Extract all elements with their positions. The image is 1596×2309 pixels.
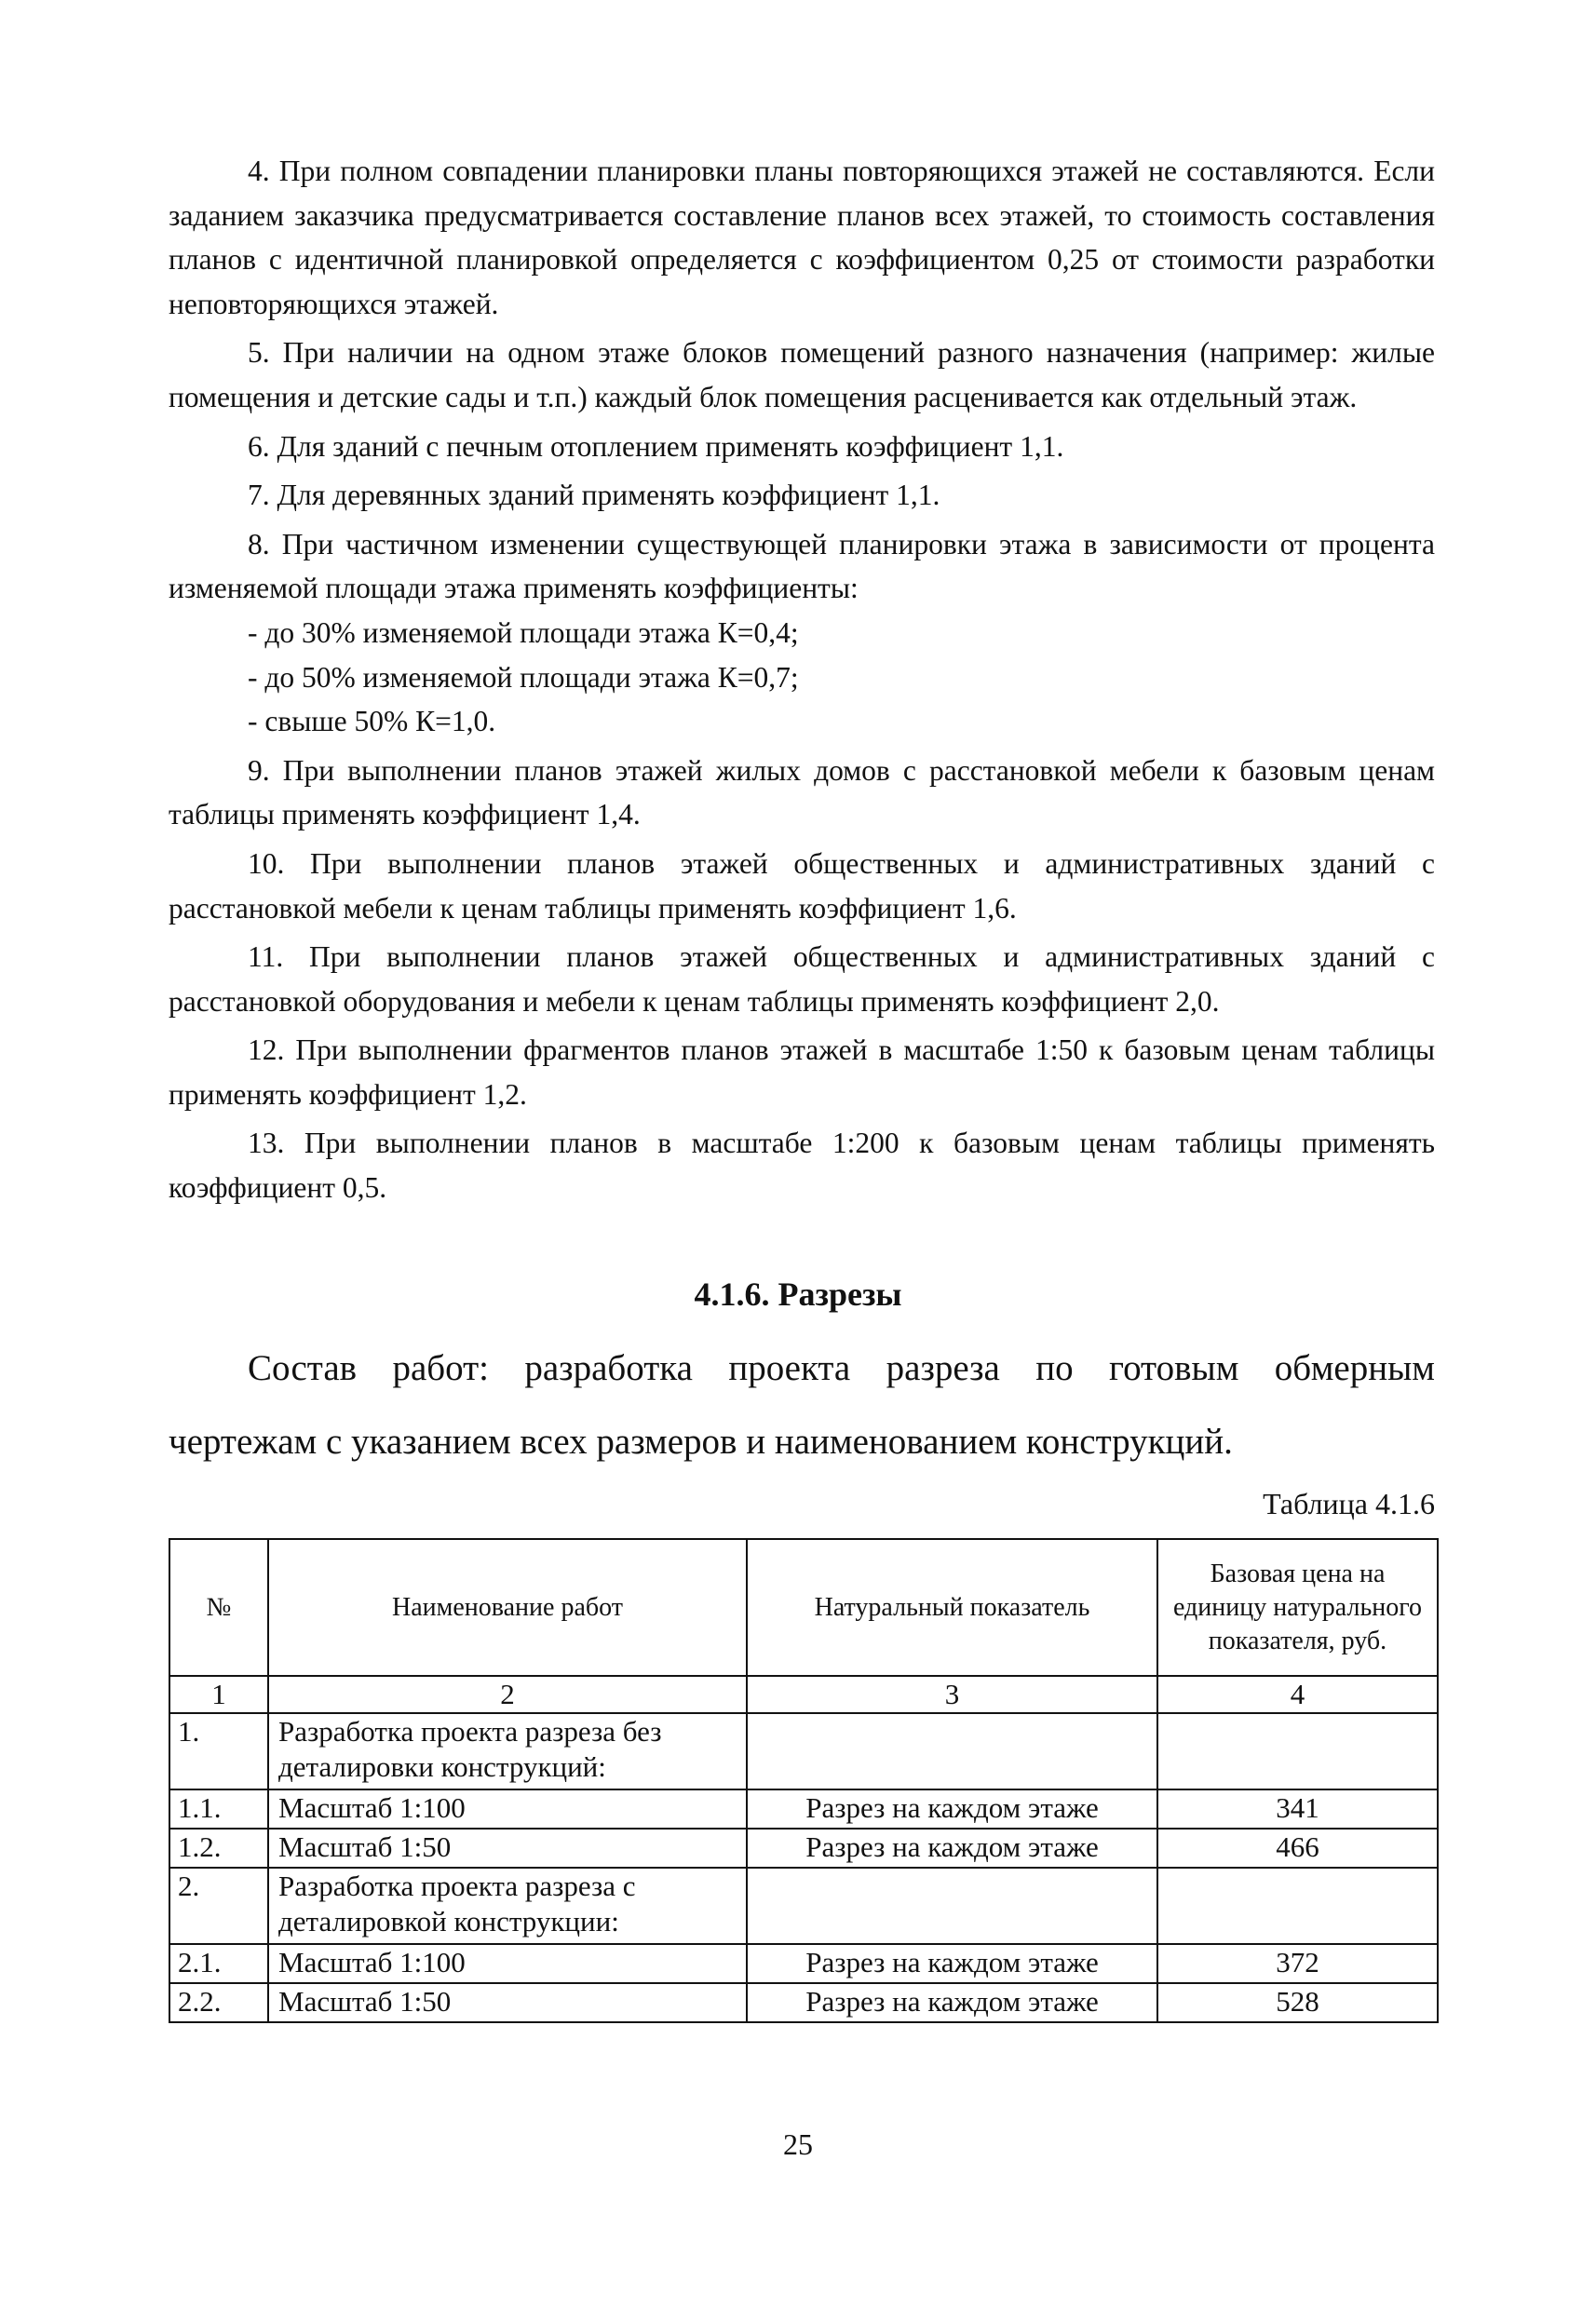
table-row <box>169 1829 1438 1868</box>
table-row <box>169 1713 1438 1789</box>
header-indicator: Натуральный показатель <box>747 1539 1157 1676</box>
column-number-row <box>169 1676 1438 1713</box>
row-number: 2.2. <box>169 1983 268 2022</box>
row-number: 2.1. <box>169 1944 268 1983</box>
column-number: 4 <box>1157 1676 1438 1713</box>
row-work-name: Разработка проекта разреза без деталировки конструкций: <box>268 1713 747 1789</box>
row-indicator <box>747 1713 1157 1789</box>
page-number: 25 <box>783 2127 813 2161</box>
row-price <box>1157 1868 1438 1944</box>
row-indicator <box>747 1868 1157 1944</box>
paragraph-12: 12. При выполнении фрагментов планов этажей в масштабе 1:50 к базовым ценам таблицы применять коэффициент 1,2. <box>169 1033 1435 1111</box>
row-indicator: Разрез на каждом этаже <box>747 1983 1157 2022</box>
paragraph-4: 4. При полном совпадении планировки планы повторяющихся этажей не составляются. Если заданием заказчика предусматривается составление планов всех этажей, то стоимость составления планов с идентичной планировкой определяется с коэффициентом 0,25 от стоимости разработки неповторяющихся этажей. <box>169 155 1435 320</box>
column-number: 1 <box>169 1676 268 1713</box>
table-caption: Таблица 4.1.6 <box>1263 1487 1435 1520</box>
row-number: 1.1. <box>169 1789 268 1829</box>
row-work-name: Масштаб 1:100 <box>268 1944 747 1983</box>
header-base-price: Базовая цена на единицу натурального показателя, руб. <box>1157 1539 1438 1676</box>
row-price: 341 <box>1157 1789 1438 1829</box>
row-number: 1.2. <box>169 1829 268 1868</box>
row-indicator: Разрез на каждом этаже <box>747 1944 1157 1983</box>
list-item: - свыше 50% К=1,0. <box>248 705 496 738</box>
list-item: - до 30% изменяемой площади этажа К=0,4; <box>248 615 799 649</box>
paragraph-11: 11. При выполнении планов этажей общественных и административных зданий с расстановкой оборудования и мебели к ценам таблицы применять коэффициент 2,0. <box>169 940 1435 1018</box>
row-price: 466 <box>1157 1829 1438 1868</box>
row-indicator: Разрез на каждом этаже <box>747 1829 1157 1868</box>
paragraph-8: 8. При частичном изменении существующей планировки этажа в зависимости от процента изменяемой площади этажа применять коэффициенты: <box>169 527 1435 605</box>
paragraph-13: 13. При выполнении планов в масштабе 1:200 к базовым ценам таблицы применять коэффициент 0,5. <box>169 1127 1435 1205</box>
composition-line-2: чертежам с указанием всех размеров и наименованием конструкций. <box>169 1422 1233 1462</box>
paragraph-7: 7. Для деревянных зданий применять коэффициент 1,1. <box>248 479 940 512</box>
row-number: 2. <box>169 1868 268 1944</box>
row-price <box>1157 1713 1438 1789</box>
composition-line-1: Состав работ: разработка проекта разреза по готовым обмерным <box>248 1348 1435 1388</box>
row-price: 528 <box>1157 1983 1438 2022</box>
work-composition <box>169 1331 1435 1479</box>
table-header-row <box>169 1539 1438 1676</box>
price-table <box>169 1538 1439 2023</box>
row-work-name: Масштаб 1:50 <box>268 1829 747 1868</box>
table-row <box>169 1983 1438 2022</box>
paragraph-9: 9. При выполнении планов этажей жилых домов с расстановкой мебели к базовым ценам таблицы применять коэффициент 1,4. <box>169 753 1435 831</box>
paragraph-6: 6. Для зданий с печным отоплением применять коэффициент 1,1. <box>248 429 1064 463</box>
column-number: 2 <box>268 1676 747 1713</box>
list-item: - до 50% изменяемой площади этажа К=0,7; <box>248 660 799 694</box>
paragraph-5: 5. При наличии на одном этаже блоков помещений разного назначения (например: жилые помещения и детские сады и т.п.) каждый блок помещения расценивается как отдельный этаж. <box>169 336 1435 413</box>
table-row <box>169 1868 1438 1944</box>
header-work-name: Наименование работ <box>268 1539 747 1676</box>
table-row <box>169 1944 1438 1983</box>
row-work-name: Масштаб 1:100 <box>268 1789 747 1829</box>
paragraph-10: 10. При выполнении планов этажей общественных и административных зданий с расстановкой мебели к ценам таблицы применять коэффициент 1,6. <box>169 846 1435 925</box>
body-text <box>169 149 1435 1215</box>
row-work-name: Масштаб 1:50 <box>268 1983 747 2022</box>
section-heading: 4.1.6. Разрезы <box>694 1276 902 1313</box>
row-number: 1. <box>169 1713 268 1789</box>
row-work-name: Разработка проекта разреза с деталировкой конструкции: <box>268 1868 747 1944</box>
column-number: 3 <box>747 1676 1157 1713</box>
row-indicator: Разрез на каждом этаже <box>747 1789 1157 1829</box>
table-row <box>169 1789 1438 1829</box>
row-price: 372 <box>1157 1944 1438 1983</box>
header-number: № <box>169 1539 268 1676</box>
